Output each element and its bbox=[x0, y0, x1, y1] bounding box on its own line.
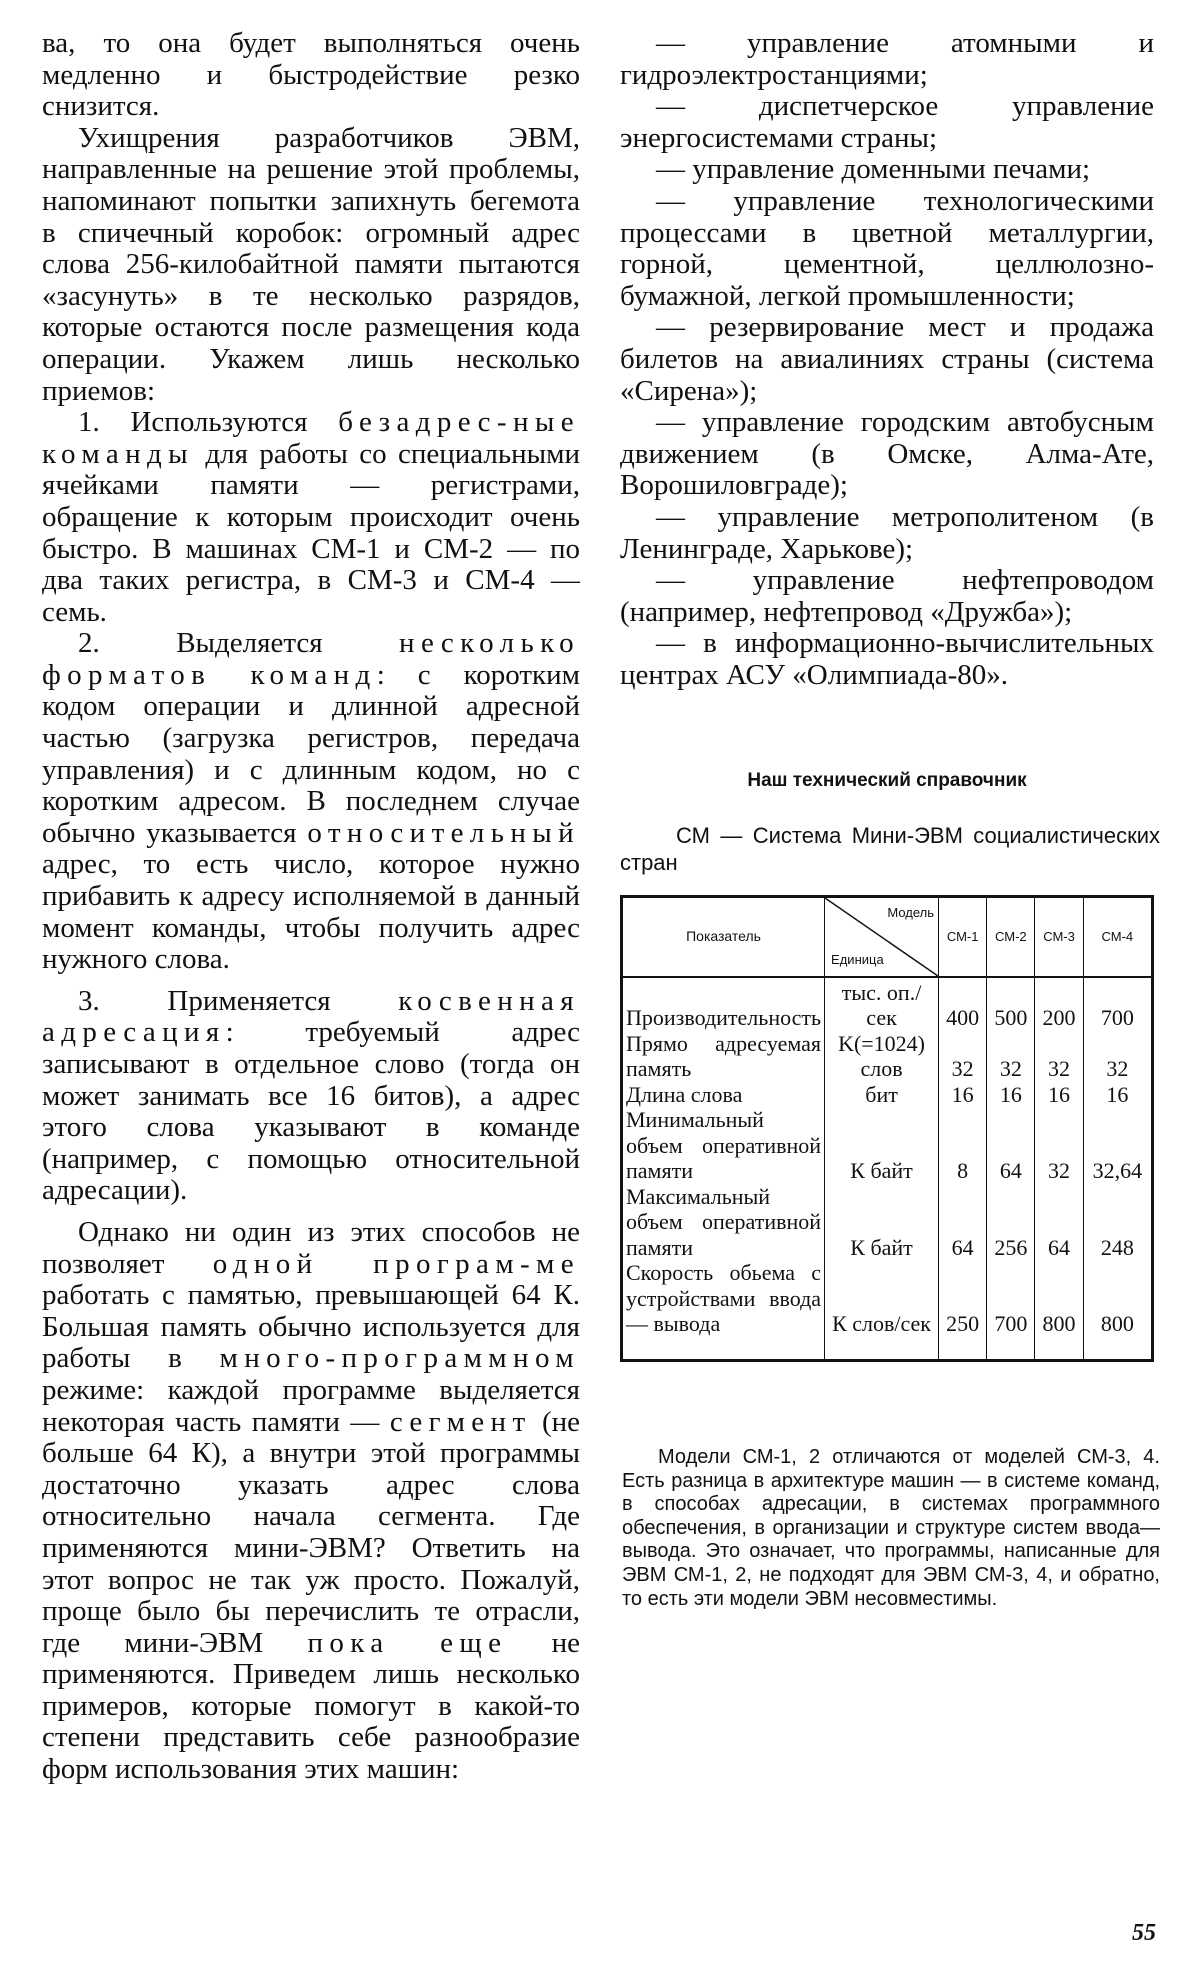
header-indicator: Показатель bbox=[622, 897, 825, 978]
cell-value: 700 bbox=[987, 1260, 1035, 1360]
cell-value: 16 bbox=[987, 1082, 1035, 1108]
row-label: Минимальный объем оперативной памяти bbox=[626, 1107, 822, 1183]
row-unit: бит bbox=[825, 1082, 939, 1108]
row-unit: К байт bbox=[825, 1184, 939, 1261]
cell-value: 32,64 bbox=[1083, 1107, 1152, 1184]
table-row bbox=[622, 1031, 1153, 1082]
cell-value: 16 bbox=[1035, 1082, 1083, 1108]
list-item: — управление нефтепроводом (например, нефтепровод «Дружба»); bbox=[620, 564, 1154, 628]
cell-value: 64 bbox=[987, 1107, 1035, 1184]
cell-value: 800 bbox=[1035, 1260, 1083, 1360]
cell-value: 32 bbox=[1035, 1107, 1083, 1184]
header-unit: Единица bbox=[831, 951, 884, 967]
row-label: Длина слова bbox=[626, 1081, 743, 1107]
cell-value: 256 bbox=[987, 1184, 1035, 1261]
paragraph-segments: Однако ни один из этих способов не позволяет одной програм-ме работать с памятью, превышающей 64 К. Большая память обычно используется для работы в много-программном режиме: каждой программе выделяется некоторая часть памяти — сегмент (не больше 64 К), а внутри этой программы достаточно указать адрес слова относительно начала сегмента. Где применяются мини-ЭВМ? Ответить на этот вопрос не так уж просто. Пожалуй, проще было бы перечислить те отрасли, где мини-ЭВМ пока еще не применяются. Приведем лишь несколько примеров, которые помогут в какой-то степени представить себе разнообразие форм использования этих машин: bbox=[42, 1215, 581, 1786]
header-model-3: СМ-3 bbox=[1035, 897, 1083, 978]
cell-value: 32 bbox=[1083, 1031, 1152, 1082]
list-item-2: 2. Выделяется несколько форматов команд: с коротким кодом операции и длинной адресной частью (загрузка регистров, передача управления) и с длинным кодом, но с коротким адресом. В последнем случае обычно указывается относительный адрес, то есть число, которое нужно прибавить к адресу исполняемой в данный момент команды, чтобы получить адрес нужного слова. bbox=[42, 627, 580, 976]
cell-value: 32 bbox=[939, 1031, 987, 1082]
table-row bbox=[622, 1082, 1153, 1108]
left-column bbox=[42, 28, 580, 1786]
list-item: — управление метрополитеном (в Ленинграде, Харькове); bbox=[620, 500, 1154, 565]
list-item: — в информационно-вычислительных центрах АСУ «Олимпиада-80». bbox=[620, 627, 1154, 691]
cell-value: 64 bbox=[1035, 1184, 1083, 1261]
cell-value: 16 bbox=[1083, 1082, 1152, 1108]
cell-value: 250 bbox=[939, 1260, 987, 1360]
table-header-row bbox=[622, 897, 1153, 978]
cell-value: 800 bbox=[1083, 1260, 1152, 1360]
cell-value: 700 bbox=[1083, 977, 1152, 1031]
compatibility-note bbox=[622, 1446, 1160, 1611]
list-item-3: 3. Применяется косвенная адресация: требуемый адрес записывают в отдельное слово (тогда он может занимать все 16 битов), а адрес этого слова указывают в команде (например, с помощью относительной адресации). bbox=[42, 984, 580, 1207]
header-model-4: СМ-4 bbox=[1083, 897, 1152, 978]
paragraph-tricks: Ухищрения разработчиков ЭВМ, направленные на решение этой проблемы, напоминают попытки запихнуть бегемота в спичечный коробок: огромный адрес слова 256-килобайтной памяти пытаются «засунуть» в те несколько разрядов, которые остаются после размещения кода операции. Укажем лишь несколько приемов: bbox=[42, 121, 580, 407]
compatibility-text: Модели СМ-1, 2 отличаются от моделей СМ-3, 4. Есть разница в архитектуре машин — в системе команд, в способах адресации, в системах программного обеспечения, в организации и структуре систем ввода—вывода. Это означает, что программы, написанные для ЭВМ СМ-1, 2, не подходят для ЭВМ СМ-3, 4, и обратно, то есть эти модели ЭВМ несовместимы. bbox=[622, 1446, 1160, 1610]
cell-value: 64 bbox=[939, 1184, 987, 1261]
row-unit: тыс. оп./сек bbox=[825, 977, 939, 1031]
table-caption: СМ — Система Мини-ЭВМ социалистических стран bbox=[620, 823, 1160, 875]
cell-value: 500 bbox=[987, 977, 1035, 1031]
row-unit: K(=1024) слов bbox=[825, 1031, 939, 1082]
table-row bbox=[622, 1184, 1153, 1261]
list-item: — управление городским автобусным движением (в Омске, Алма-Ате, Ворошиловграде); bbox=[620, 406, 1154, 502]
specs-table bbox=[620, 895, 1154, 1362]
row-label: Прямо адресуемая память bbox=[626, 1030, 822, 1081]
table-row bbox=[622, 1107, 1153, 1184]
row-unit: К слов/сек bbox=[825, 1260, 939, 1360]
list-item: — управление технологическими процессами в цветной металлургии, горной, цементной, целлюлозно-бумажной, легкой промышленности; bbox=[620, 184, 1154, 312]
list-item: — диспетчерское управление энергосистемами страны; bbox=[620, 90, 1154, 154]
list-item: — управление атомными и гидроэлектростанциями; bbox=[620, 27, 1154, 91]
row-label: Максимальный объем оперативной памяти bbox=[626, 1183, 822, 1260]
row-label: Скорость обьема с устройствами ввода — вывода bbox=[626, 1260, 822, 1336]
table-row bbox=[622, 1260, 1153, 1360]
cell-value: 200 bbox=[1035, 977, 1083, 1031]
cell-value: 16 bbox=[939, 1082, 987, 1108]
header-model-2: СМ-2 bbox=[987, 897, 1035, 978]
cell-value: 32 bbox=[987, 1031, 1035, 1082]
list-item: — управление доменными печами; bbox=[656, 153, 1091, 186]
row-label: Производительность bbox=[626, 1005, 822, 1030]
header-model: Модель bbox=[887, 905, 935, 920]
paragraph-continuation: ва, то она будет выполняться очень медленно и быстродействие резко снизится. bbox=[42, 27, 580, 123]
list-item: — резервирование мест и продажа билетов на авиалиниях страны (система «Сирена»); bbox=[620, 311, 1154, 407]
applications-list bbox=[620, 28, 1154, 691]
header-model-unit bbox=[825, 897, 939, 978]
page-number: 55 bbox=[1132, 1920, 1156, 1946]
table-row bbox=[622, 977, 1153, 1031]
row-unit: К байт bbox=[825, 1107, 939, 1184]
cell-value: 32 bbox=[1035, 1031, 1083, 1082]
reference-heading: Наш технический справочник bbox=[747, 770, 1027, 791]
cell-value: 8 bbox=[939, 1107, 987, 1184]
list-item-1: 1. Используются безадрес-ные команды для работы со специальными ячейками памяти — регистрами, обращение к которым происходит очень быстро. В машинах СМ-1 и СМ-2 — по два таких регистра, в СМ-3 и СМ-4 — семь. bbox=[42, 406, 580, 628]
header-model-1: СМ-1 bbox=[939, 897, 987, 978]
cell-value: 248 bbox=[1083, 1184, 1152, 1261]
cell-value: 400 bbox=[939, 977, 987, 1031]
